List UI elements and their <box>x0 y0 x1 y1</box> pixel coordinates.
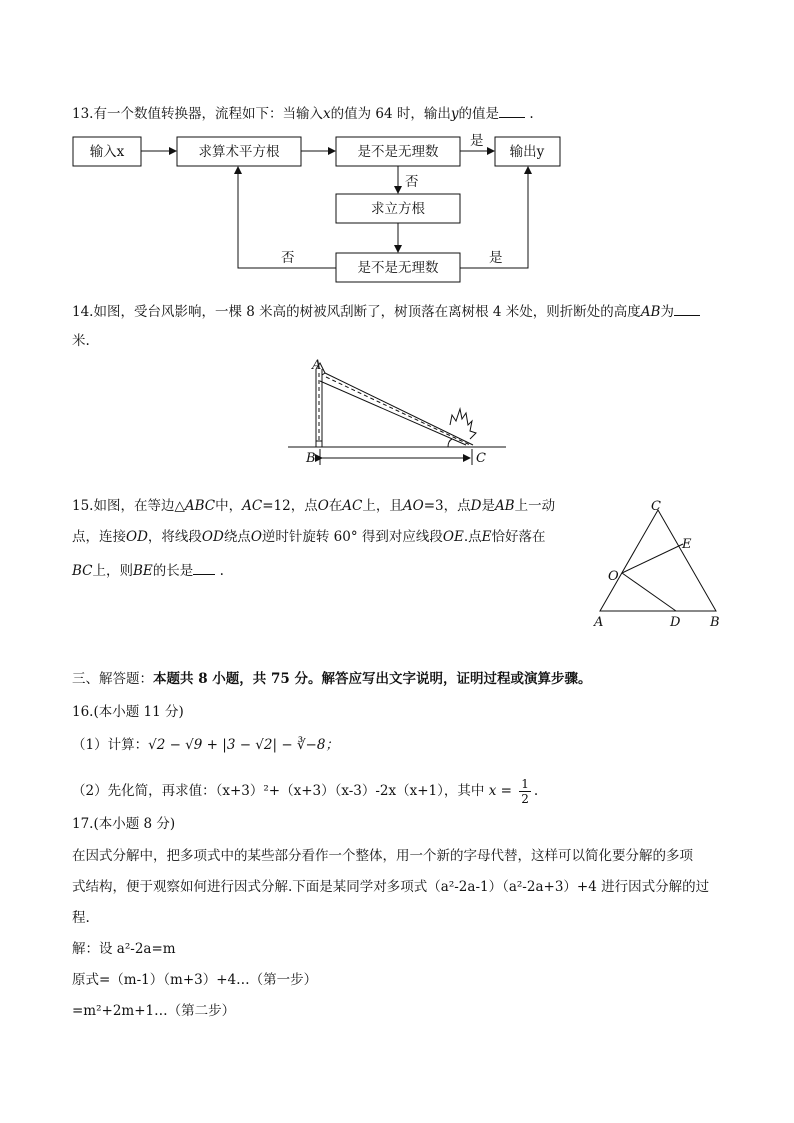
flow-yes-top: 是 <box>470 133 484 149</box>
answer-blank <box>674 302 700 316</box>
var: AC <box>242 498 263 514</box>
var: OD <box>126 529 148 545</box>
q15-end: . <box>219 563 224 579</box>
q13-part: 13.有一个数值转换器，流程如下：当输入 <box>72 106 323 122</box>
q15-text: =12，点 <box>262 498 318 514</box>
var: O <box>317 498 329 514</box>
fig15-label-c: C <box>651 499 661 514</box>
fraction-one-half <box>519 777 531 806</box>
fig14-label-a: A <box>312 358 322 373</box>
var-ab: AB <box>640 304 661 320</box>
q17-line3: 程. <box>72 910 90 926</box>
q16-part1-expr: √2 − √9 + |3 − √2| − ∛−8； <box>148 737 339 753</box>
figure-broken-tree <box>280 355 520 470</box>
q15-text: 上，则 <box>92 563 134 579</box>
q15-text: 上，且 <box>362 498 403 514</box>
q15-text: .点 <box>463 529 482 545</box>
section3-title: 三、解答题： <box>72 671 153 687</box>
q16-part1-label: （1）计算： <box>72 737 149 753</box>
q16-end: . <box>533 783 539 799</box>
fig15-label-a: A <box>594 615 604 630</box>
section3-instructions: 本题共 8 小题，共 75 分。解答应写出文字说明，证明过程或演算步骤。 <box>153 671 592 687</box>
flow-irrational2-label: 是不是无理数 <box>357 260 439 276</box>
flow-no-bottom: 否 <box>281 250 295 266</box>
q15-text: 是 <box>481 498 495 514</box>
q15-text: ，将线段 <box>147 529 202 545</box>
fig15-label-o: O <box>608 569 619 584</box>
q14-line1 <box>72 302 700 321</box>
q15-text: 点，连接 <box>72 529 126 545</box>
flowchart <box>0 0 794 290</box>
q15-text: 上一动 <box>514 498 556 514</box>
fig15-label-e: E <box>682 537 692 552</box>
var-y: y <box>450 106 459 122</box>
q16-part1 <box>72 736 339 754</box>
q17-step1: 原式=（m-1）（m+3）+4…（第一步） <box>72 972 318 988</box>
fig15-label-d: D <box>670 615 681 630</box>
var: BC <box>72 563 93 579</box>
flow-output-label: 输出y <box>509 144 545 160</box>
section3-heading <box>72 670 591 688</box>
frac-num: 1 <box>521 777 529 791</box>
flow-yes-bottom: 是 <box>489 250 503 266</box>
var: OE <box>442 529 464 545</box>
q15-text: 逆时针旋转 60° 得到对应线段 <box>261 529 443 545</box>
q17-title: 17.(本小题 8 分) <box>72 816 176 832</box>
q15-text: 绕点 <box>223 529 251 545</box>
q17-line2: 式结构，便于观察如何进行因式分解.下面是某同学对多项式（a²-2a-1）（a²-2a+3）+4 进行因式分解的过 <box>72 879 710 895</box>
q15-text: 在 <box>328 498 343 514</box>
flow-irrational1-label: 是不是无理数 <box>357 144 439 160</box>
flow-input-label: 输入x <box>89 144 125 160</box>
flow-sqrt-label: 求算术平方根 <box>198 144 280 160</box>
q15-text: 恰好落在 <box>491 529 546 545</box>
flow-no-mid: 否 <box>405 174 419 190</box>
var: ABC <box>184 498 216 514</box>
var: O <box>250 529 262 545</box>
q15-line3 <box>72 561 224 580</box>
q15-text: 中， <box>215 498 243 514</box>
q13-part: 的值为 64 时，输出 <box>330 106 451 122</box>
q16-part2-x: x = <box>488 783 512 799</box>
q16-title: 16.(本小题 11 分) <box>72 704 184 720</box>
var: AO <box>402 498 424 514</box>
q16-part2-label: （2）先化简，再求值：（x+3）²+（x+3）（x-3）-2x（x+1），其中 <box>72 783 485 799</box>
var: BE <box>133 563 153 579</box>
q13-end: . <box>529 106 534 122</box>
frac-den: 2 <box>521 792 529 806</box>
q14-text-end: 为 <box>660 304 674 320</box>
q15-line2 <box>72 528 546 546</box>
var: AC <box>342 498 363 514</box>
q17-step2: =m²+2m+1…（第二步） <box>72 1003 236 1019</box>
q13-part: 的值是 <box>458 106 500 122</box>
flow-cbrt-label: 求立方根 <box>371 201 425 217</box>
figure-equilateral-triangle <box>585 495 735 635</box>
fig14-label-c: C <box>476 451 486 466</box>
q15-text: =3，点 <box>423 498 471 514</box>
q15-text: 15.如图，在等边△ <box>72 498 185 514</box>
var: E <box>481 529 492 545</box>
q17-line1: 在因式分解中，把多项式中的某些部分看作一个整体，用一个新的字母代替，这样可以简化要分解的多项 <box>72 848 693 864</box>
var: AB <box>494 498 515 514</box>
q16-part2 <box>72 777 538 806</box>
q14-text: 14.如图，受台风影响，一棵 8 米高的树被风刮断了，树顶落在离树根 4 米处，则折断处的高度 <box>72 304 641 320</box>
answer-blank <box>193 561 215 575</box>
q14-line2: 米. <box>72 333 90 349</box>
var: OD <box>201 529 224 545</box>
q15-line1 <box>72 497 555 515</box>
fig15-label-b: B <box>710 615 720 630</box>
var: D <box>470 498 482 514</box>
fig14-label-b: B <box>306 451 316 466</box>
q17-solution: 解：设 a²-2a=m <box>72 941 176 957</box>
var-x: x <box>322 106 331 122</box>
q15-text: 的长是 <box>152 563 194 579</box>
